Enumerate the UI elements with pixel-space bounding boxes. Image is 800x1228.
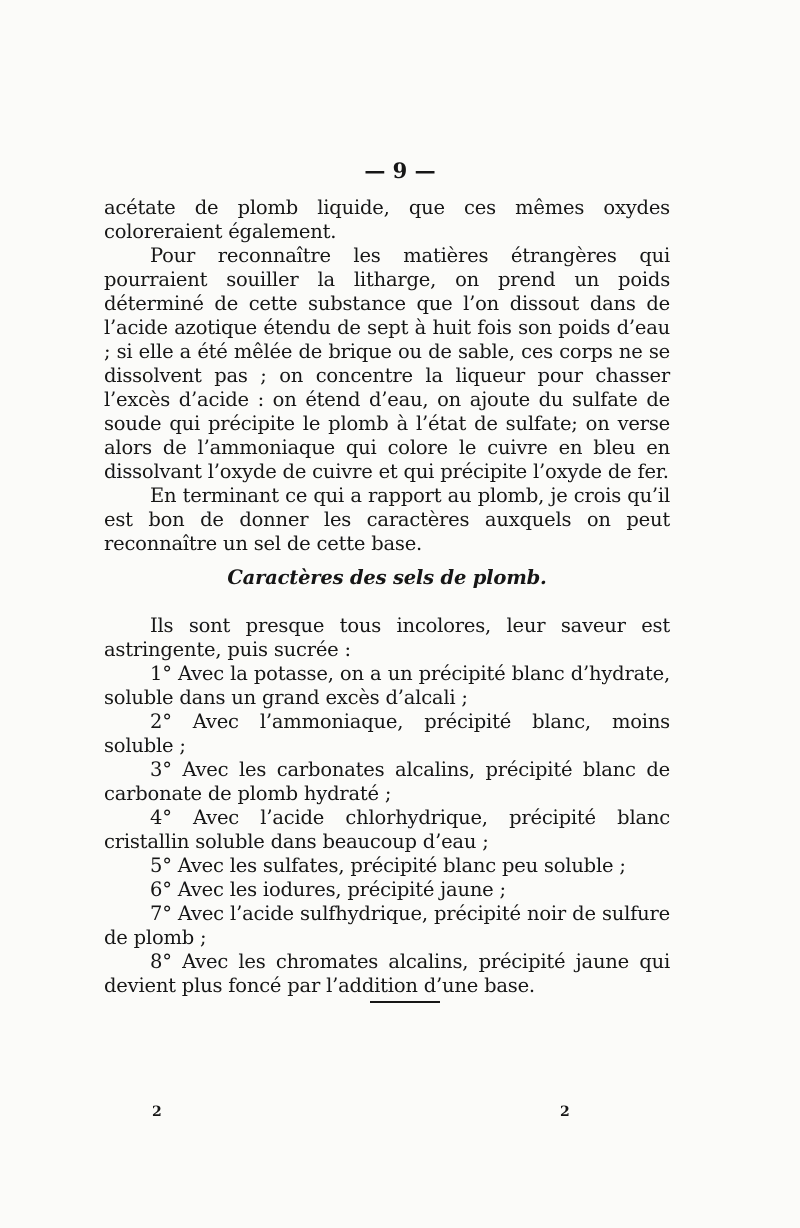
paragraph-plomb: En terminant ce qui a rapport au plomb, je crois qu’il est bon de donner les caractères auxquels on peut reconnaître un sel de cette base. — [104, 484, 670, 555]
intro-paragraph: Ils sont presque tous incolores, leur saveur est astringente, puis sucrée : — [104, 614, 670, 661]
list-item: 8° Avec les chromates alcalins, précipité jaune qui devient plus foncé par l’addition d’une base. — [104, 950, 670, 997]
body-text — [104, 196, 670, 998]
list-item: 1° Avec la potasse, on a un précipité blanc d’hydrate, soluble dans un grand excès d’alcali ; — [104, 662, 670, 709]
page-number: — 9 — — [364, 158, 436, 183]
list-item: 4° Avec l’acide chlorhydrique, précipité blanc cristallin soluble dans beaucoup d’eau ; — [104, 806, 670, 853]
signature-mark-right: 2 — [560, 1104, 570, 1120]
list-item: 5° Avec les sulfates, précipité blanc peu soluble ; — [150, 854, 626, 877]
signature-mark-left: 2 — [152, 1104, 162, 1120]
section-title: Caractères des sels de plomb. — [227, 566, 547, 589]
section-divider — [370, 1001, 440, 1003]
paragraph-litharge: Pour reconnaître les matières étrangères qui pourraient souiller la litharge, on prend un poids déterminé de cette substance que l’on dissout dans de l’acide azotique étendu de sept à huit fois son poids d’eau ; si elle a été mêlée de brique ou de sable, ces corps ne se dissolvent pas ; on concentre la liqueur pour chasser l’excès d’acide : on étend d’eau, on ajoute du sulfate de soude qui précipite le plomb à l’état de sulfate; on verse alors de l’ammoniaque qui colore le cuivre en bleu en dissolvant l’oxyde de cuivre et qui précipite l’oxyde de fer. — [104, 244, 670, 483]
list-item: 2° Avec l’ammoniaque, précipité blanc, moins soluble ; — [104, 710, 670, 757]
list-item: 7° Avec l’acide sulfhydrique, précipité noir de sulfure de plomb ; — [104, 902, 670, 949]
list-item: 6° Avec les iodures, précipité jaune ; — [150, 878, 506, 901]
paragraph-continuation: acétate de plomb liquide, que ces mêmes oxydes coloreraient également. — [104, 196, 670, 243]
list-item: 3° Avec les carbonates alcalins, précipité blanc de carbonate de plomb hydraté ; — [104, 758, 670, 805]
